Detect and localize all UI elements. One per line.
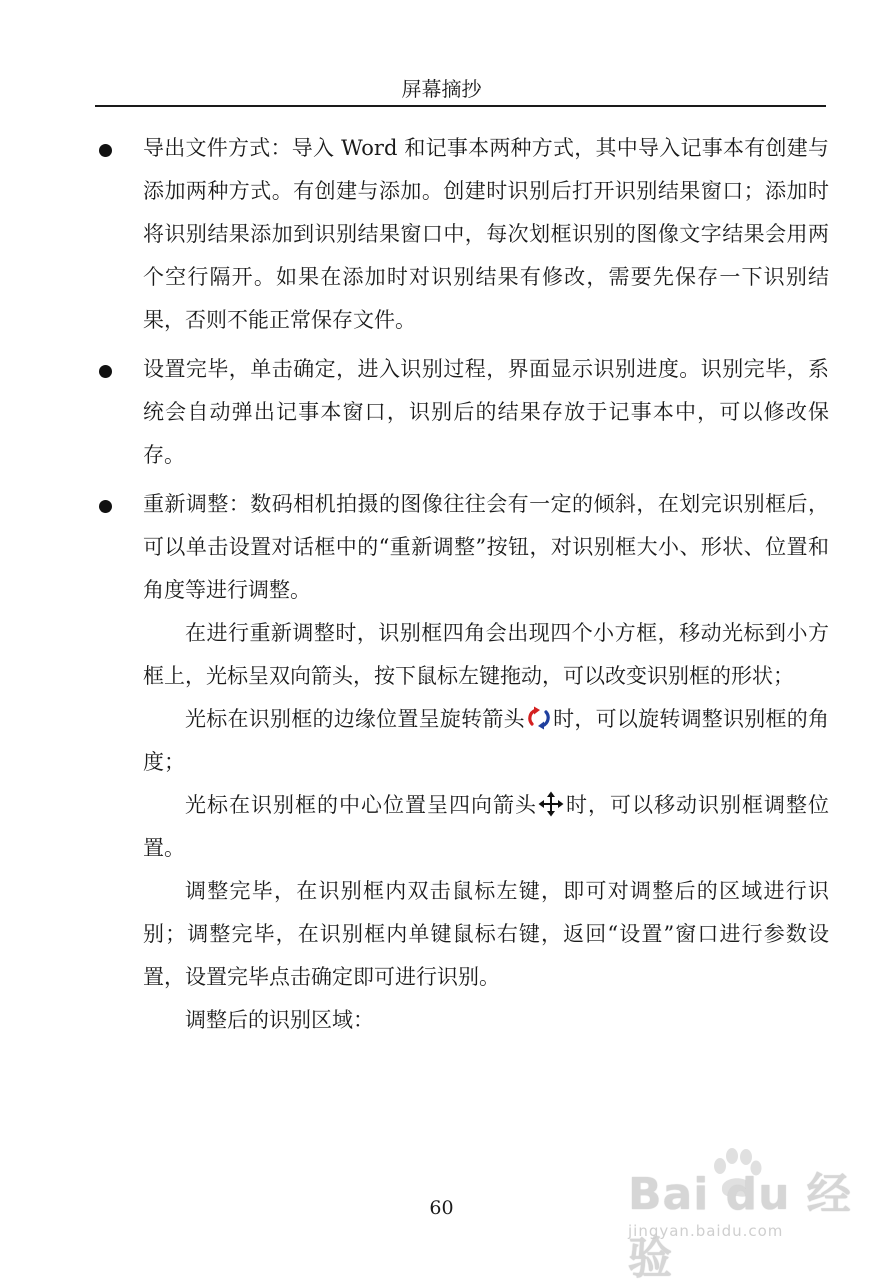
bullet-dot bbox=[99, 144, 112, 157]
four-way-arrow-icon bbox=[538, 791, 564, 817]
header-divider bbox=[95, 105, 826, 107]
paragraph-move-text-after: 时，可以移动识别框调整位置。 bbox=[143, 793, 829, 860]
rotate-arrow-icon bbox=[526, 705, 552, 731]
watermark-logo-text: Bai du 经验 bbox=[628, 1169, 852, 1284]
baidu-jingyan-watermark bbox=[628, 1148, 868, 1284]
bullet-item-setup-done bbox=[143, 348, 829, 477]
paragraph-move bbox=[143, 784, 829, 870]
bullet-item-readjust bbox=[143, 483, 829, 612]
bullet-dot bbox=[99, 500, 112, 513]
document-body bbox=[143, 127, 829, 1042]
paragraph-rotate-text-after: 时，可以旋转调整识别框的角度； bbox=[143, 707, 830, 774]
paragraph-corner-handles: 在进行重新调整时，识别框四角会出现四个小方框，移动光标到小方框上，光标呈双向箭头，按下鼠标左键拖动，可以改变识别框的形状； bbox=[143, 621, 829, 688]
paragraph-rotate bbox=[143, 698, 829, 784]
page-number: 60 bbox=[429, 1197, 454, 1219]
paragraph-adjusted-area: 调整后的识别区域： bbox=[185, 1008, 374, 1032]
paragraph-move-text-before: 光标在识别框的中心位置呈四向箭头 bbox=[185, 793, 537, 817]
bullet-text: 设置完毕，单击确定，进入识别过程，界面显示识别进度。识别完毕，系统会自动弹出记事本窗口，识别后的结果存放于记事本中，可以修改保存。 bbox=[143, 357, 829, 467]
page-header-title: 屏幕摘抄 bbox=[401, 77, 482, 101]
bullet-text: 导出文件方式：导入 Word 和记事本两种方式，其中导入记事本有创建与添加两种方式。有创建与添加。创建时识别后打开识别结果窗口；添加时将识别结果添加到识别结果窗口中，每次划框识别的图像文字结果会用两个空行隔开。如果在添加时对识别结果有修改，需要先保存一下识别结果，否则不能正常保存文件。 bbox=[143, 136, 829, 332]
bullet-dot bbox=[99, 365, 112, 378]
bullet-item-export-mode bbox=[143, 127, 829, 342]
bullet-text: 重新调整：数码相机拍摄的图像往往会有一定的倾斜，在划完识别框后，可以单击设置对话框中的“重新调整”按钮，对识别框大小、形状、位置和角度等进行调整。 bbox=[143, 492, 829, 602]
watermark-url: jingyan.baidu.com bbox=[628, 1222, 784, 1240]
paragraph-rotate-text-before: 光标在识别框的边缘位置呈旋转箭头 bbox=[185, 707, 525, 731]
paragraph-finish-adjust: 调整完毕，在识别框内双击鼠标左键，即可对调整后的区域进行识别；调整完毕，在识别框内单键鼠标右键，返回“设置”窗口进行参数设置，设置完毕点击确定即可进行识别。 bbox=[143, 879, 829, 989]
